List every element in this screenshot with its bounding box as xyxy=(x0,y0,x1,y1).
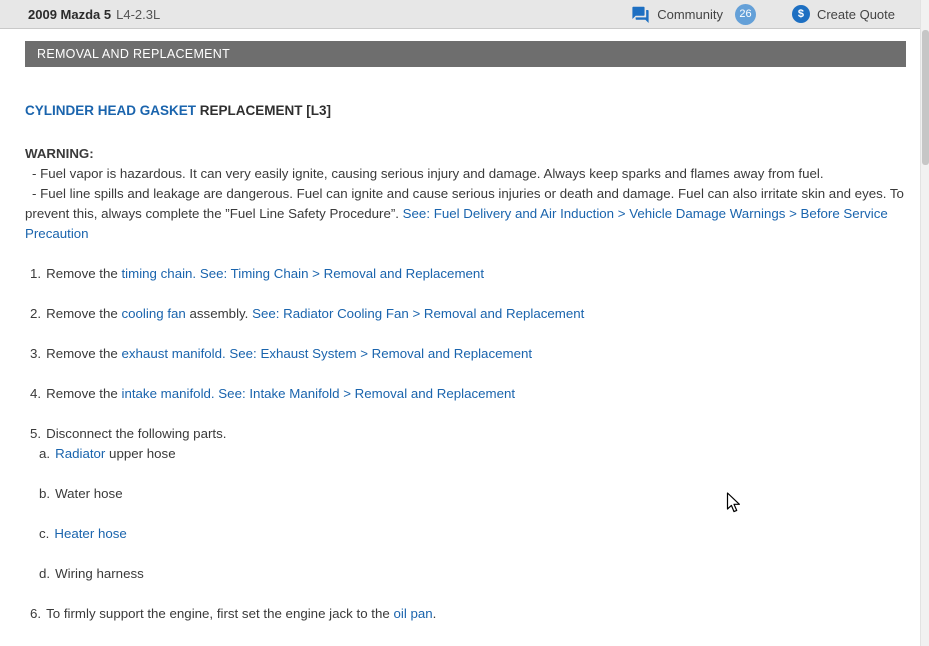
step xyxy=(25,344,906,364)
article-title xyxy=(25,101,906,121)
warning-label: WARNING: xyxy=(25,146,94,161)
vehicle-name: 2009 Mazda 5 xyxy=(28,6,112,22)
step-number: 5. xyxy=(30,426,42,441)
step-see-link[interactable]: See: Radiator Cooling Fan > Removal and Replacement xyxy=(252,306,585,321)
step xyxy=(25,264,906,284)
vehicle-info xyxy=(28,7,160,22)
create-quote-label: Create Quote xyxy=(816,6,895,22)
step-number: 1. xyxy=(30,266,42,281)
community-count-badge: 26 xyxy=(735,4,756,25)
step xyxy=(25,384,906,404)
scrollbar-thumb[interactable] xyxy=(922,30,929,165)
vertical-scrollbar[interactable] xyxy=(920,0,929,646)
section-header-bar: REMOVAL AND REPLACEMENT xyxy=(25,41,906,67)
vehicle-engine: L4-2.3L xyxy=(116,6,161,22)
step-text: assembly. xyxy=(185,306,253,321)
substep xyxy=(30,564,906,584)
substep-text: Water hose xyxy=(55,486,123,501)
create-quote-dollar-icon: $ xyxy=(792,5,810,23)
step-link[interactable]: oil pan xyxy=(393,606,433,621)
substep-text: Wiring harness xyxy=(55,566,144,581)
warning-item xyxy=(25,164,906,184)
step-link[interactable]: timing chain. See: Timing Chain > Removal and Replacement xyxy=(121,266,485,281)
step-link[interactable]: cooling fan xyxy=(121,306,186,321)
warning-block xyxy=(25,144,906,244)
step-text: . xyxy=(432,606,437,621)
step-text: Remove the xyxy=(46,346,122,361)
substep-link[interactable]: Radiator xyxy=(55,446,106,461)
step-text: Remove the xyxy=(46,266,122,281)
step-text: Remove the xyxy=(46,306,122,321)
procedure-article xyxy=(25,101,906,624)
substep-label: c. xyxy=(39,526,50,541)
step xyxy=(25,424,906,584)
step xyxy=(25,604,906,624)
step-number: 6. xyxy=(30,606,42,621)
steps-list xyxy=(25,264,906,624)
community-label: Community xyxy=(657,6,723,22)
step-text: Disconnect the following parts. xyxy=(46,426,227,441)
create-quote-button[interactable] xyxy=(792,5,895,23)
substeps-list xyxy=(30,444,906,584)
substep xyxy=(30,444,906,464)
step-number: 4. xyxy=(30,386,42,401)
warning-item xyxy=(25,184,906,244)
title-rest: REPLACEMENT [L3] xyxy=(199,103,332,118)
step xyxy=(25,304,906,324)
warning-text: - Fuel vapor is hazardous. It can very easily ignite, causing serious injury and damage. Always keep sparks and flames away from fuel. xyxy=(32,166,824,181)
substep-label: d. xyxy=(39,566,51,581)
step-text: Remove the xyxy=(46,386,122,401)
step-line xyxy=(30,424,906,444)
substep-label: b. xyxy=(39,486,51,501)
community-chat-icon xyxy=(631,6,650,23)
step-number: 2. xyxy=(30,306,42,321)
substep-label: a. xyxy=(39,446,51,461)
content-area xyxy=(0,29,920,644)
substep xyxy=(30,484,906,504)
substep-text: upper hose xyxy=(105,446,176,461)
step-text: To firmly support the engine, first set the engine jack to the xyxy=(46,606,394,621)
substep xyxy=(30,524,906,544)
title-link[interactable]: CYLINDER HEAD GASKET xyxy=(25,103,197,118)
step-number: 3. xyxy=(30,346,42,361)
community-button[interactable] xyxy=(631,4,756,25)
warning-text: - Fuel line spills and leakage are dangerous. Fuel can ignite and cause serious injuries or death and damage. Fuel can also irritate skin and eyes. To prevent this, always complete the ”Fuel Line Safety Procedure”. xyxy=(25,186,904,221)
step-link[interactable]: exhaust manifold. See: Exhaust System > Removal and Replacement xyxy=(121,346,533,361)
topbar xyxy=(0,0,929,29)
warning-see-link[interactable]: See: Fuel Delivery and Air Induction > Vehicle Damage Warnings > Before Service Precaution xyxy=(25,206,888,241)
step-link[interactable]: intake manifold. See: Intake Manifold > Removal and Replacement xyxy=(121,386,516,401)
topbar-actions xyxy=(631,4,895,25)
substep-link[interactable]: Heater hose xyxy=(54,526,127,541)
